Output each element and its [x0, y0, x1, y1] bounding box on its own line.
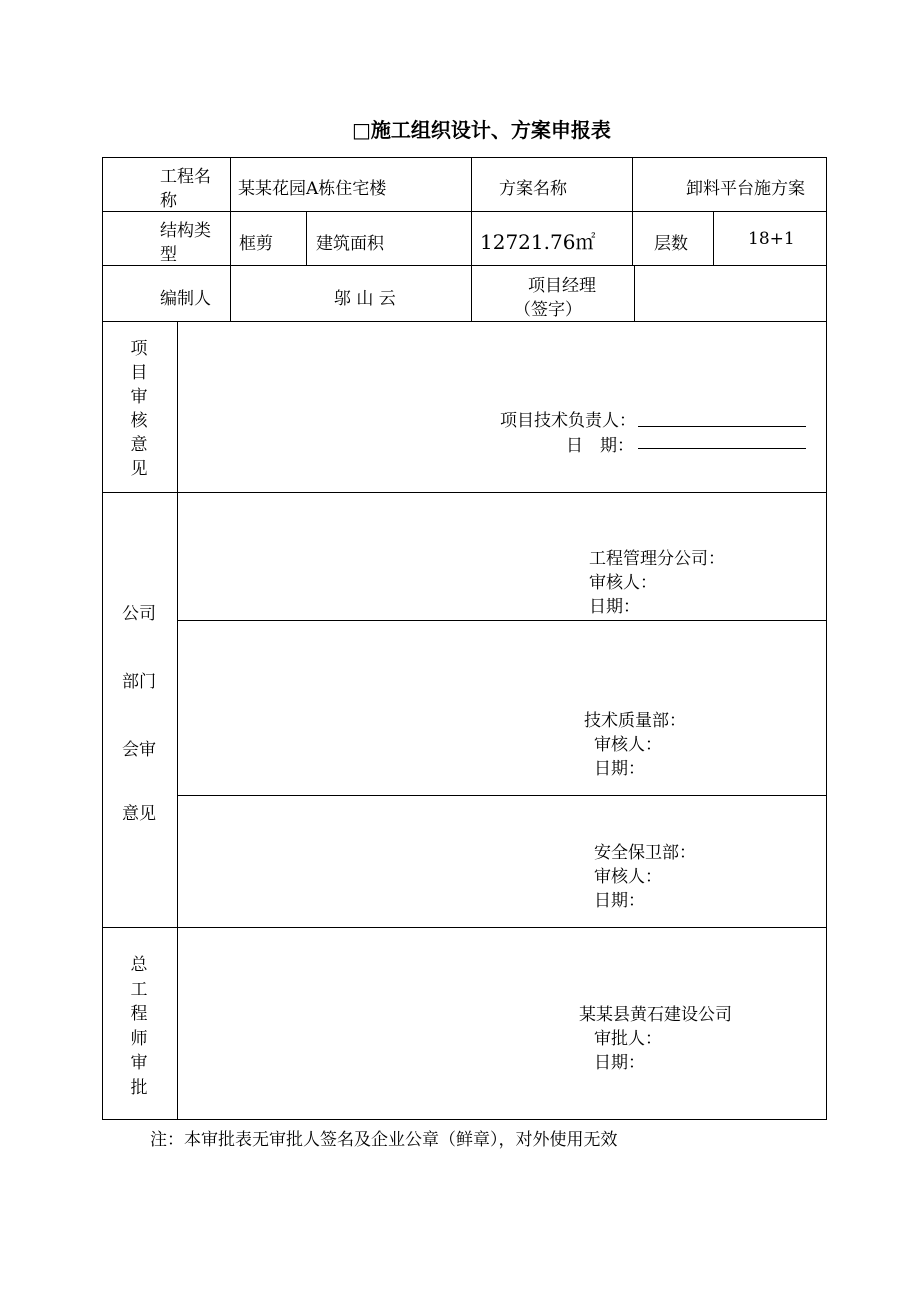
- project-name-label: 工程名: [160, 167, 211, 187]
- project-review-date-label: 日 期：: [566, 436, 634, 456]
- col-line-b: [471, 157, 472, 321]
- table-line-row3: [102, 321, 827, 322]
- project-review-char: 见: [130, 459, 148, 479]
- chief-approval-company: 某某县黄石建设公司: [579, 1005, 732, 1025]
- table-line-project-review: [102, 492, 827, 493]
- chief-approval-char: 师: [130, 1028, 148, 1049]
- footer-note: 注：本审批表无审批人签名及企业公章（鲜章），对外使用无效: [150, 1130, 618, 1150]
- table-border-top: [102, 157, 827, 158]
- safety-date: 日期：: [594, 891, 645, 911]
- author-label: 编制人: [160, 289, 211, 309]
- structure-value: 框剪: [239, 234, 273, 254]
- col-line-labels: [177, 321, 178, 1119]
- chief-approval-char: 工: [130, 979, 148, 1000]
- tech-lead-label: 项目技术负责人：: [500, 411, 636, 431]
- col-line-structure: [306, 211, 307, 265]
- scheme-name-value: 卸料平台施方案: [686, 179, 805, 199]
- table-line-tech-quality: [177, 795, 827, 796]
- eng-mgmt-date: 日期：: [589, 597, 640, 617]
- area-label: 建筑面积: [316, 234, 384, 254]
- table-border-bottom: [102, 1119, 827, 1120]
- project-review-char: 项: [130, 339, 148, 359]
- structure-label: 结构类: [160, 221, 211, 241]
- scheme-name-label: 方案名称: [499, 179, 567, 199]
- chief-approval-char: 总: [130, 955, 148, 975]
- tech-lead-signature-line: [638, 426, 806, 427]
- tech-quality-reviewer: 审核人：: [594, 735, 662, 755]
- safety-reviewer: 审核人：: [594, 867, 662, 887]
- project-review-label: [128, 337, 150, 481]
- col-line-floors: [713, 211, 714, 265]
- project-review-char: 目: [130, 363, 148, 383]
- chief-approval-label: [128, 953, 150, 1100]
- area-value: 12721.76㎡: [480, 230, 596, 254]
- project-name-label-2: 称: [160, 191, 177, 211]
- chief-approval-approver: 审批人：: [594, 1029, 662, 1049]
- safety-title: 安全保卫部：: [594, 843, 696, 863]
- company-review-label-3: 会审: [122, 740, 156, 760]
- form-title: □施工组织设计、方案申报表: [352, 118, 611, 142]
- pm-label: 项目经理: [528, 276, 596, 296]
- tech-quality-date: 日期：: [594, 759, 645, 779]
- company-review-label-1: 公司: [122, 604, 156, 624]
- floors-value: 18+1: [748, 229, 795, 249]
- table-line-row1: [102, 211, 827, 212]
- tech-quality-title: 技术质量部：: [584, 711, 686, 731]
- chief-approval-char: 审: [130, 1053, 148, 1073]
- eng-mgmt-reviewer: 审核人：: [589, 573, 657, 593]
- floors-label: 层数: [654, 234, 688, 254]
- chief-approval-char: 程: [130, 1004, 148, 1024]
- table-line-row2: [102, 265, 827, 266]
- eng-mgmt-title: 工程管理分公司：: [589, 549, 725, 569]
- company-review-label-4: 意见: [122, 804, 156, 824]
- chief-approval-date: 日期：: [594, 1053, 645, 1073]
- col-line-c: [632, 157, 633, 265]
- col-line-a: [230, 157, 231, 321]
- company-review-label-2: 部门: [122, 672, 156, 692]
- table-border-right: [826, 157, 827, 1120]
- pm-label-2: （签字）: [514, 300, 582, 320]
- project-review-date-line: [638, 448, 806, 449]
- structure-label-2: 型: [160, 245, 177, 265]
- table-line-company-review: [102, 927, 827, 928]
- table-line-eng-mgmt: [177, 620, 827, 621]
- project-review-char: 核: [130, 411, 148, 431]
- project-review-char: 审: [130, 387, 148, 407]
- project-name-value: 某某花园A栋住宅楼: [238, 179, 387, 199]
- chief-approval-char: 批: [130, 1077, 148, 1098]
- project-review-char: 意: [130, 435, 148, 455]
- table-border-left: [102, 157, 103, 1120]
- author-value: 邬 山 云: [334, 289, 396, 309]
- col-line-c3: [634, 265, 635, 321]
